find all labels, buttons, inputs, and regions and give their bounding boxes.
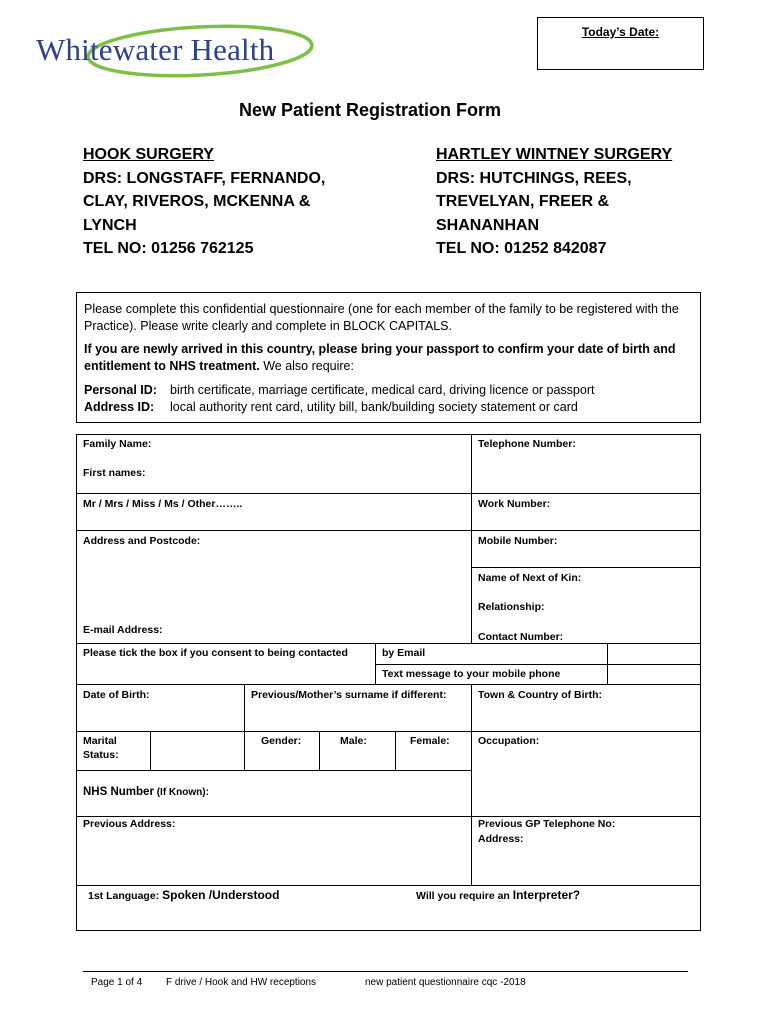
town-country-birth-label: Town & Country of Birth: bbox=[478, 689, 603, 701]
nhs-number-text: NHS Number bbox=[83, 786, 154, 798]
relationship-label: Relationship: bbox=[478, 601, 545, 613]
passport-notice: If you are newly arrived in this country, please bring your passport to confirm your date of birth and entitlement to NHS treatment. bbox=[84, 342, 676, 373]
todays-date-label: Today’s Date: bbox=[581, 25, 660, 39]
personal-id-row bbox=[84, 382, 693, 399]
hartley-doctors-line-3: SHANANHAN bbox=[436, 216, 540, 234]
by-email-label: by Email bbox=[382, 647, 426, 659]
address-id-value: local authority rent card, utility bill, bank/building society statement or card bbox=[170, 400, 578, 414]
mobile-number-label: Mobile Number: bbox=[478, 535, 558, 547]
address-id-row bbox=[84, 399, 693, 416]
todays-date-box[interactable] bbox=[537, 17, 704, 70]
instructions-passport bbox=[84, 341, 693, 375]
interpreter-label bbox=[416, 888, 580, 902]
address-postcode-label: Address and Postcode: bbox=[83, 535, 201, 547]
previous-surname-label: Previous/Mother’s surname if different: bbox=[251, 689, 447, 701]
gender-label: Gender: bbox=[261, 735, 302, 747]
by-email-checkbox[interactable] bbox=[607, 643, 701, 665]
interpreter-text: Interpreter? bbox=[512, 888, 581, 902]
address-id-label: Address ID: bbox=[84, 400, 155, 414]
hartley-telephone: TEL NO: 01252 842087 bbox=[436, 240, 607, 257]
first-language-label bbox=[88, 888, 279, 902]
work-number-label: Work Number: bbox=[478, 498, 551, 510]
if-known-text: (If Known): bbox=[153, 787, 209, 798]
hook-telephone: TEL NO: 01256 762125 bbox=[83, 240, 254, 257]
first-language-text: 1st Language: bbox=[88, 890, 163, 902]
first-names-label: First names: bbox=[83, 467, 146, 479]
hook-surgery-block bbox=[83, 143, 383, 261]
personal-id-label: Personal ID: bbox=[84, 383, 157, 397]
interpreter-question-text: Will you require an bbox=[416, 890, 513, 902]
also-require: We also require: bbox=[259, 359, 354, 373]
date-of-birth-label: Date of Birth: bbox=[83, 689, 150, 701]
footer-file-path: F drive / Hook and HW receptions bbox=[166, 977, 317, 988]
consent-label: Please tick the box if you consent to being contacted bbox=[83, 647, 348, 659]
contact-number-label: Contact Number: bbox=[478, 631, 564, 643]
footer-divider bbox=[83, 971, 688, 972]
footer-document-name: new patient questionnaire cqc -2018 bbox=[365, 977, 526, 988]
hook-doctors-line-1: DRS: LONGSTAFF, FERNANDO, bbox=[83, 169, 326, 187]
footer-page-number: Page 1 of 4 bbox=[91, 977, 143, 988]
hartley-doctors-line-2: TREVELYAN, FREER & bbox=[436, 193, 610, 210]
hartley-wintney-surgery-block bbox=[436, 143, 736, 261]
female-label: Female: bbox=[410, 735, 450, 747]
occupation-label: Occupation: bbox=[478, 735, 540, 747]
family-name-label: Family Name: bbox=[83, 438, 152, 450]
marital-label: Marital bbox=[83, 735, 117, 747]
personal-id-value: birth certificate, marriage certificate, medical card, driving licence or passport bbox=[170, 383, 595, 397]
text-message-label: Text message to your mobile phone bbox=[382, 668, 561, 680]
form-title: New Patient Registration Form bbox=[238, 100, 502, 120]
previous-gp-address-label: Address: bbox=[478, 833, 524, 845]
next-of-kin-label: Name of Next of Kin: bbox=[478, 572, 582, 584]
logo-text: Whitewater Health bbox=[36, 32, 275, 67]
title-options-label: Mr / Mrs / Miss / Ms / Other…….. bbox=[83, 498, 243, 510]
nhs-number-label bbox=[83, 786, 209, 798]
telephone-number-label: Telephone Number: bbox=[478, 438, 576, 450]
male-label: Male: bbox=[340, 735, 367, 747]
whitewater-health-logo bbox=[30, 18, 320, 82]
text-message-checkbox[interactable] bbox=[607, 664, 701, 685]
hook-doctors-line-3: LYNCH bbox=[83, 216, 137, 234]
instructions-box bbox=[76, 292, 701, 423]
hartley-surgery-name: HARTLEY WINTNEY SURGERY bbox=[436, 146, 673, 163]
spoken-understood-text: Spoken /Understood bbox=[162, 888, 280, 902]
status-label: Status: bbox=[83, 749, 119, 761]
email-address-label: E-mail Address: bbox=[83, 624, 163, 636]
previous-address-label: Previous Address: bbox=[83, 818, 176, 830]
instructions-intro: Please complete this confidential questionnaire (one for each member of the family to be registered with the Practice). Please write clearly and complete in BLOCK CAPITALS. bbox=[84, 302, 679, 333]
hook-surgery-name: HOOK SURGERY bbox=[83, 146, 214, 163]
hartley-doctors-line-1: DRS: HUTCHINGS, REES, bbox=[436, 169, 632, 187]
hook-doctors-line-2: CLAY, RIVEROS, MCKENNA & bbox=[83, 193, 311, 210]
previous-gp-telephone-label: Previous GP Telephone No: bbox=[478, 818, 616, 830]
marital-status-field[interactable] bbox=[150, 731, 245, 771]
